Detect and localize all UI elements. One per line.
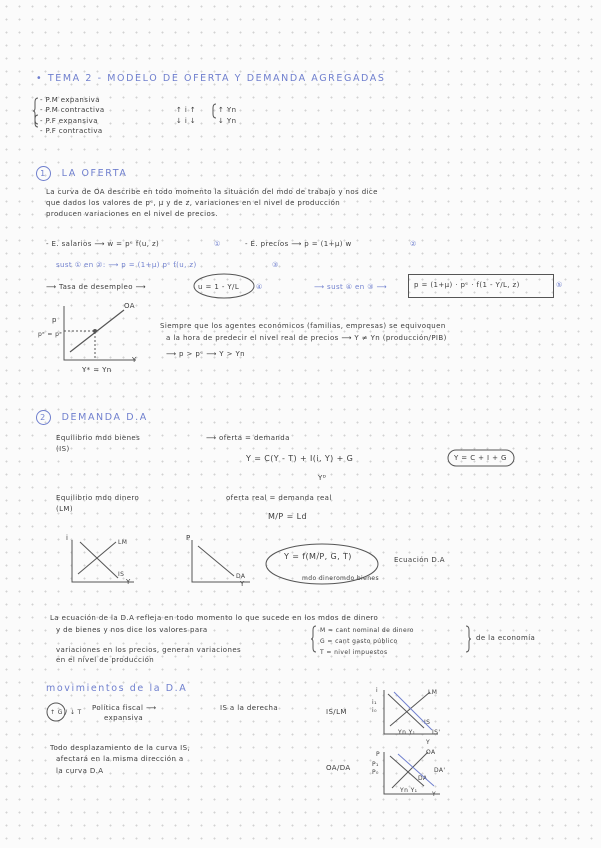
left-brace <box>35 115 38 127</box>
tasa-ellipse <box>194 274 254 298</box>
graph-label: DA <box>236 573 246 580</box>
yd-label: Yᴰ <box>318 474 327 482</box>
note-line: afectará en la misma dirección a <box>56 755 184 763</box>
graph-label: Y <box>240 580 245 588</box>
movement-circle <box>47 703 65 721</box>
graph-label: i <box>66 534 69 542</box>
equation-ref: ④ <box>256 283 263 291</box>
paragraph-line: producen variaciones en el nivel de precios. <box>46 210 218 218</box>
graph-label: OA <box>426 749 436 756</box>
oa2-curve <box>392 752 428 788</box>
lm-text: oferta real = demanda real <box>226 494 332 502</box>
lm2-curve <box>390 692 430 726</box>
graph-label-y: Y <box>132 356 137 364</box>
oferta-demanda: ⟶ oferta = demanda <box>206 434 290 442</box>
graph-label: i₀ <box>372 707 377 714</box>
lm-equation: M/P = Ld <box>268 512 307 521</box>
equation-subst: sust ① en ②: ⟶ p = (1+μ) pᵉ f(u, z) <box>56 261 197 269</box>
graph-label: Yn Y₁ <box>400 787 418 794</box>
brace <box>311 626 316 652</box>
section-heading-movimientos: movimientos de la D.A <box>46 683 188 694</box>
graph-label-oa: OA <box>124 302 135 310</box>
is-curve <box>80 542 118 578</box>
brace <box>213 104 216 118</box>
graph-label: i <box>376 687 379 694</box>
is2b-curve <box>394 692 432 730</box>
tasa-desempleo-label: ⟶ Tasa de desempleo ⟶ <box>46 283 146 291</box>
section-title: LA OFERTA <box>61 168 128 179</box>
da-axes <box>192 540 250 582</box>
paragraph-line: que dados los valores de pᵉ, μ y de z, variaciones en el nivel de producción <box>46 199 341 207</box>
ecuacion-label: Ecuación D.A <box>394 556 445 564</box>
note-line: La ecuación de la D.A refleja en todo momento lo que sucede en los mdos de dinero <box>50 614 379 622</box>
da-equation: Y = f(M/P, G, T) <box>284 552 352 561</box>
section-number: 1 <box>36 166 51 181</box>
graph-label: Yn Y₁ <box>398 729 416 736</box>
is-result-box <box>448 450 514 466</box>
equation-ref: ① <box>214 240 221 248</box>
sust-label: ⟶ sust ④ en ③ ⟶ <box>314 283 387 291</box>
da-ellipse <box>266 544 378 584</box>
policy-item: - P.M expansiva <box>40 96 100 104</box>
equation-salarios: - E. salarios ⟶ w = pᵉ f(u, z) <box>46 240 160 248</box>
note-line: ⟶ p > pᵉ ⟶ Y > Yn <box>166 350 245 358</box>
equation-ref: ② <box>410 240 417 248</box>
section-title: DEMANDA D.A <box>61 412 148 423</box>
graph-label: Y <box>426 739 431 746</box>
section-number: 2 <box>36 410 51 425</box>
da2b-curve <box>398 754 434 786</box>
final-equation: p = (1+μ) · pᵉ · f(1 - Y/L, z) <box>414 281 520 289</box>
brace-item: G = cant gasto público <box>320 638 398 645</box>
eq-dinero-label: Equilibrio mdo dinero <box>56 494 140 502</box>
is-equation: Y = C(Y - T) + I(i, Y) + G <box>246 454 354 463</box>
note-line: variaciones en los precios, generan variaciones <box>56 646 242 654</box>
islm-label: IS/LM <box>326 708 347 716</box>
note-line: Siempre que los agentes económicos (familias, empresas) se equivoquen <box>160 322 446 330</box>
eq-bienes-label: Equilibrio mdo bienes <box>56 434 141 442</box>
equation-ref: ③ <box>272 261 279 269</box>
policy-item: - P.F expansiva <box>40 117 98 125</box>
brace-after: de la economía <box>476 634 536 642</box>
equilibrium-dot <box>93 329 97 333</box>
graph-label: DA' <box>434 767 446 774</box>
page-title: • TEMA 2 - MODELO DE OFERTA Y DEMANDA AGREGADAS <box>36 73 386 84</box>
policy-arrow: ↓ Yn <box>218 117 237 125</box>
politica-expansiva: expansiva <box>104 714 144 722</box>
da-sub: mdo dinero <box>302 575 341 582</box>
da-sub: mdo bienes <box>340 575 380 582</box>
brace <box>466 626 471 652</box>
graph-label: IS <box>118 571 125 578</box>
graph-label: LM <box>428 689 438 696</box>
policy-arrow: ↓ i ↓ <box>176 117 197 125</box>
movement-arrows: ↑ G / ↓ T <box>50 709 82 716</box>
graph-label: DA <box>418 775 428 782</box>
graph-label: i₁ <box>372 699 377 706</box>
tasa-equation: u = 1 - Y/L <box>198 283 240 291</box>
graph-label-yn: Y* = Yn <box>82 366 112 374</box>
graph-label-pe: pᵉ = pᵉ <box>38 331 63 338</box>
is-label: (IS) <box>56 445 70 453</box>
oada-label: OA/DA <box>326 764 351 772</box>
oa-guide <box>64 331 95 360</box>
note-line: en el nivel de producción <box>56 656 155 664</box>
brace-item: M = cant nominal de dinero <box>320 627 414 634</box>
policy-item: - P.M contractiva <box>40 106 105 114</box>
graph-label-p: p <box>52 316 57 324</box>
graph-label: Y <box>432 791 437 798</box>
graph-label: Y <box>126 578 131 586</box>
is-result: Y = C + I + G <box>454 454 507 462</box>
graph-label: P₁ <box>372 761 379 768</box>
note-line: a la hora de predecir el nivel real de precios ⟶ Y ≠ Yn (producción/PIB) <box>166 334 447 342</box>
graph-label: P <box>186 534 191 542</box>
is-derecha: IS a la derecha <box>220 704 279 712</box>
graph-label: P₀ <box>372 769 379 776</box>
brace-item: T = nivel impuestos <box>320 649 388 656</box>
equation-ref: ⑤ <box>556 281 563 289</box>
equation-precios: - E. precios ⟶ p = (1+μ) w <box>245 240 352 248</box>
note-line: y de bienes y nos dice los valores para <box>56 626 208 634</box>
da-curve <box>198 546 234 576</box>
lm-label: (LM) <box>56 505 74 513</box>
islm-axes <box>72 540 134 582</box>
note-line: Todo desplazamiento de la curva IS, <box>50 744 191 752</box>
oa-axes <box>64 306 136 360</box>
graph-label: IS' <box>432 729 441 736</box>
note-line: la curva D.A <box>56 767 104 775</box>
policy-arrow: ↑ i ↑ <box>176 106 197 114</box>
graph-label: P <box>376 751 381 758</box>
policy-arrow: ↑ Yn <box>218 106 237 114</box>
graph-label: LM <box>118 539 128 546</box>
paragraph-line: La curva de OA describe en todo momento la situación del mdo de trabajo y nos dice <box>46 188 378 196</box>
policy-item: - P.F contractiva <box>40 127 103 135</box>
graph-label: IS <box>424 719 431 726</box>
politica-fiscal: Política fiscal ⟶ <box>92 704 157 712</box>
